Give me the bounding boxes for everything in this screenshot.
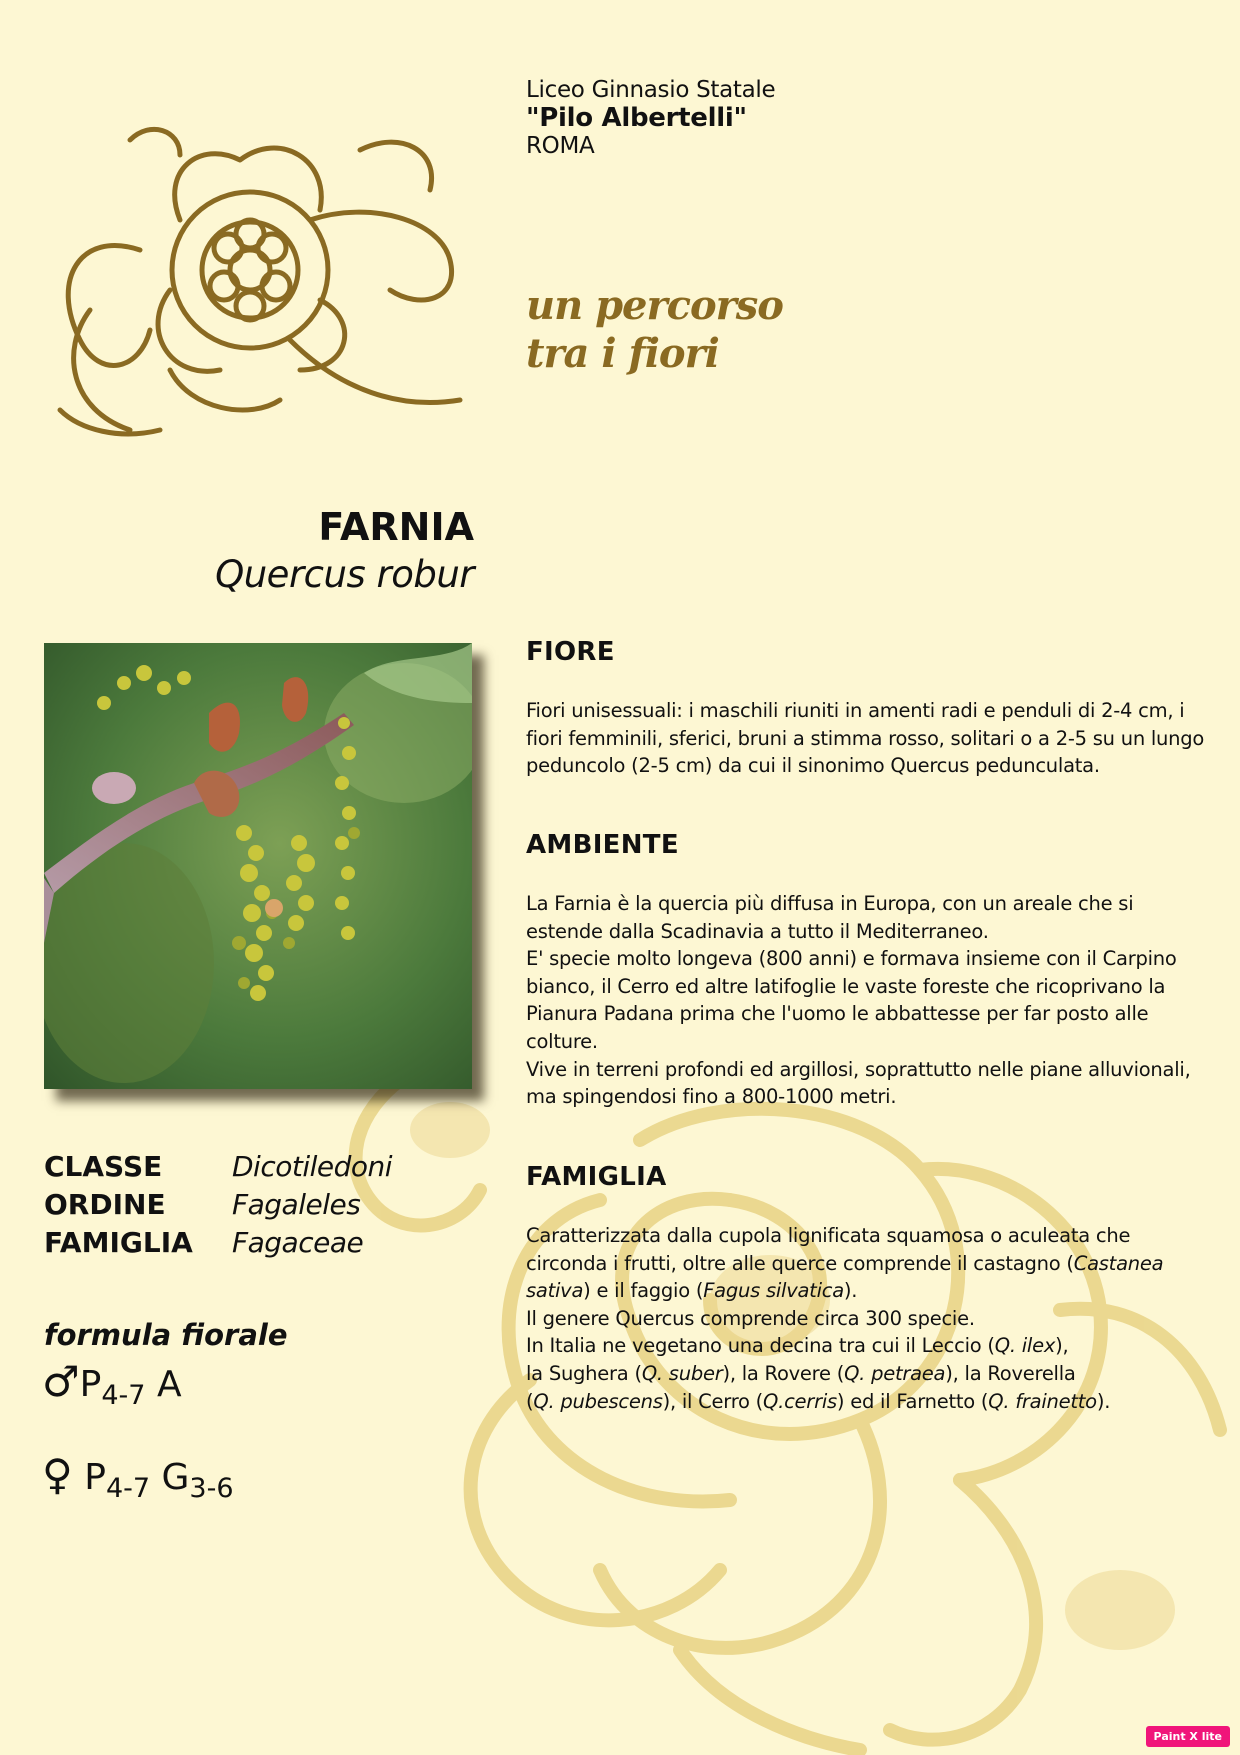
species-name: Q. suber [641, 1361, 723, 1385]
text-run: ). [1096, 1389, 1111, 1413]
watermark-badge: Paint X lite [1146, 1726, 1230, 1747]
taxonomy-row [44, 1186, 392, 1224]
species-name: Q. pubescens [533, 1389, 663, 1413]
text-run: ), la Roverella [945, 1361, 1076, 1385]
section-heading: AMBIENTE [526, 830, 679, 860]
plant-title [215, 502, 474, 598]
taxonomy-value: Fagaleles [232, 1188, 361, 1221]
section-paragraph [526, 1360, 1216, 1388]
species-name: Q.cerris [763, 1389, 837, 1413]
section-heading: FAMIGLIA [526, 1162, 667, 1192]
text-run: In Italia ne vegetano una decina tra cui il Leccio ( [526, 1334, 995, 1358]
section-paragraph [526, 1388, 1216, 1416]
section-famiglia [526, 1162, 1216, 1415]
text-run: Caratterizzata dalla cupola lignificata squamosa o aculeata che circonda i frutti, oltre alle querce comprende il castagno ( [526, 1224, 1131, 1275]
female-floral-formula [42, 1450, 234, 1509]
floral-formula-label: formula fiorale [44, 1318, 288, 1352]
section-heading: FIORE [526, 637, 615, 667]
species-name: Q. ilex [994, 1334, 1056, 1358]
school-type: Liceo Ginnasio Statale [526, 77, 776, 103]
text-run: ( [526, 1389, 534, 1413]
text-run: la Sughera ( [526, 1361, 642, 1385]
section-fiore [526, 637, 1216, 780]
perianth-letter: P [79, 1364, 102, 1405]
taxonomy-value: Fagaceae [232, 1226, 364, 1259]
section-ambiente [526, 830, 1216, 1111]
taxonomy-row [44, 1148, 392, 1186]
androecium-letter: A [156, 1364, 182, 1405]
motto-line-2: tra i fiori [526, 330, 719, 377]
section-paragraph: Vive in terreni profondi ed argillosi, soprattutto nelle piane alluvionali, ma spingendosi fino a 800-1000 metri. [526, 1057, 1191, 1109]
section-paragraph: Il genere Quercus comprende circa 300 specie. [526, 1306, 975, 1330]
species-name: Q. frainetto [988, 1389, 1097, 1413]
section-paragraph [526, 1222, 1216, 1305]
school-name: "Pilo Albertelli" [526, 103, 747, 133]
male-symbol: ♂ [42, 1357, 80, 1406]
taxonomy-key: ORDINE [44, 1188, 166, 1221]
text-run: ), [1055, 1334, 1069, 1358]
rose-logo-ornament [20, 110, 510, 450]
female-symbol: ♀ [42, 1450, 73, 1499]
school-header [526, 76, 775, 160]
section-paragraph: E' specie molto longeva (800 anni) e formava insieme con il Carpino bianco, il Cerro ed altre latifoglie le vaste foreste che ricoprivano la Pianura Padana prima che l'uomo le abbattesse per far posto alle colture. [526, 947, 1177, 1053]
perianth-letter: P [84, 1457, 106, 1498]
taxonomy-value: Dicotiledoni [232, 1150, 393, 1183]
species-name: Castanea sativa [526, 1251, 1164, 1303]
gynoecium-letter: G [161, 1457, 190, 1498]
plant-common-name: FARNIA [318, 505, 474, 549]
motto-line-1: un percorso [526, 282, 783, 329]
perianth-count: 4-7 [105, 1473, 151, 1504]
text-run: ), la Rovere ( [722, 1361, 845, 1385]
plant-scientific-name: Quercus robur [215, 553, 474, 596]
text-run: ), il Cerro ( [662, 1389, 764, 1413]
section-paragraph [526, 1332, 1216, 1360]
gynoecium-count: 3-6 [189, 1473, 234, 1504]
plant-photo [44, 643, 472, 1089]
motto [526, 282, 783, 378]
section-text: Fiori unisessuali: i maschili riuniti in amenti radi e penduli di 2-4 cm, i fiori femminili, sferici, bruni a stimma rosso, solitari o a 2-5 su un lungo peduncolo (2-5 cm) da cui il sinonimo Quercus pedunculata. [526, 699, 1205, 778]
school-city: ROMA [526, 133, 595, 159]
taxonomy-table [44, 1148, 392, 1262]
section-paragraph: La Farnia è la quercia più diffusa in Europa, con un areale che si estende dalla Scadinavia a tutto il Mediterraneo. [526, 892, 1134, 943]
text-run: ). [843, 1279, 858, 1303]
taxonomy-key: CLASSE [44, 1150, 163, 1183]
taxonomy-key: FAMIGLIA [44, 1226, 193, 1259]
text-run: ) ed il Farnetto ( [836, 1389, 989, 1413]
male-floral-formula [42, 1357, 182, 1416]
species-name: Q. petraea [844, 1361, 946, 1385]
perianth-count: 4-7 [101, 1380, 146, 1411]
text-run: ) e il faggio ( [583, 1279, 704, 1303]
species-name: Fagus silvatica [703, 1279, 844, 1303]
taxonomy-row [44, 1224, 392, 1262]
